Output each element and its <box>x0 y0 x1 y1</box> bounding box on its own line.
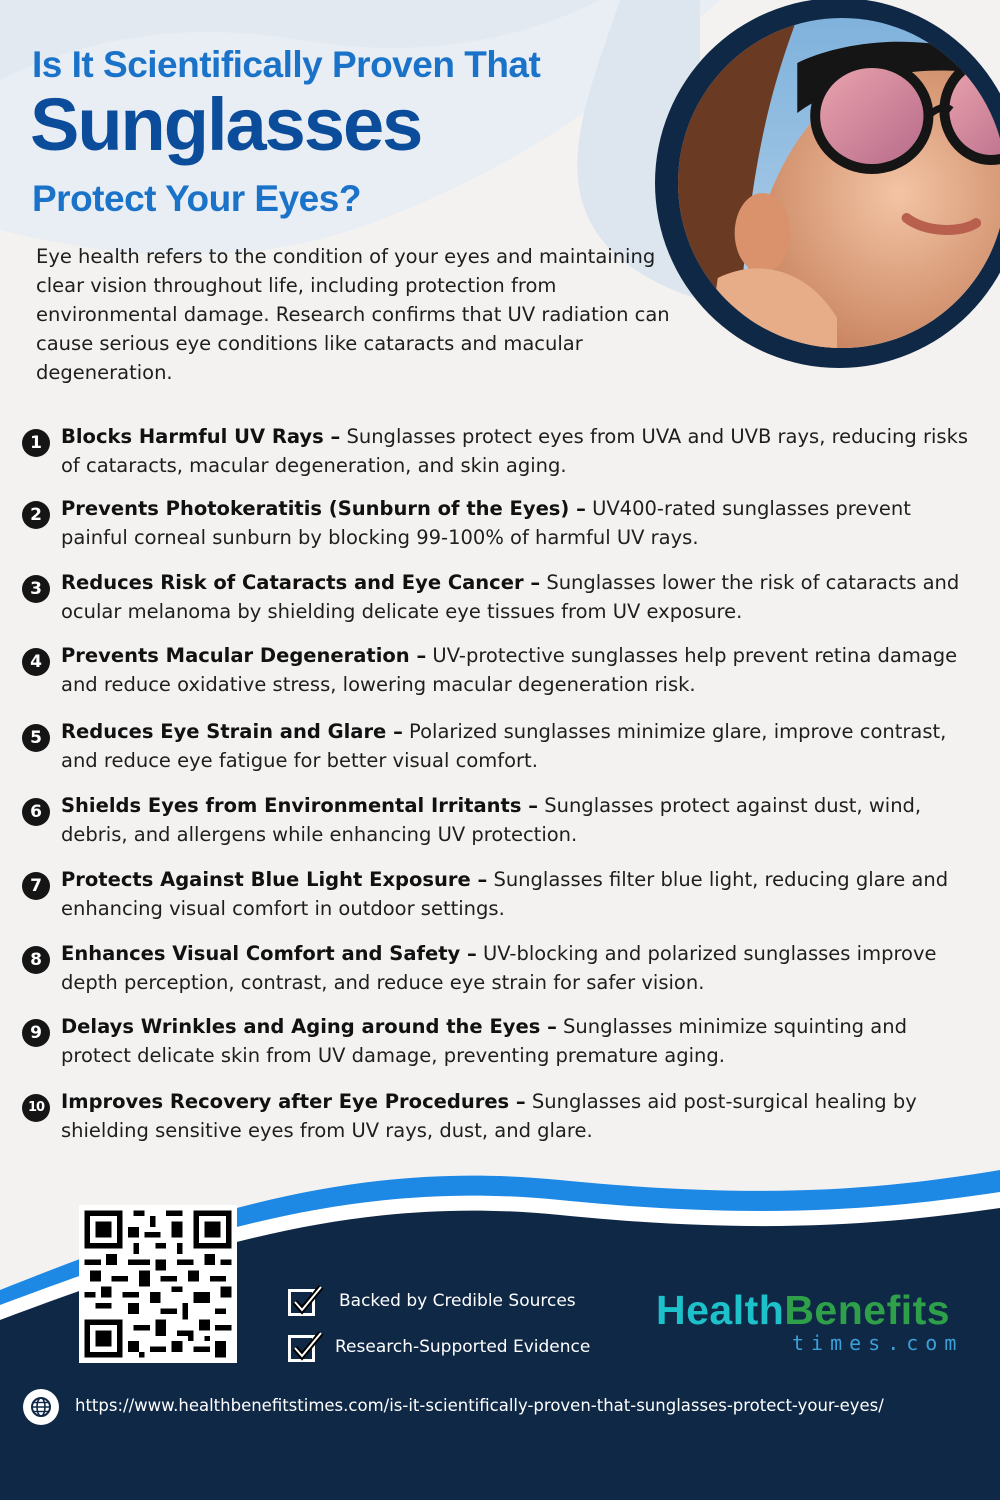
benefit-title: Delays Wrinkles and Aging around the Eyes – <box>61 1015 557 1038</box>
woman-sunglasses-photo <box>678 18 1000 348</box>
number-badge: 1 <box>22 429 50 457</box>
globe-icon <box>23 1389 59 1425</box>
benefit-text <box>61 791 973 849</box>
benefit-title: Enhances Visual Comfort and Safety – <box>61 942 477 965</box>
qr-code[interactable] <box>79 1205 237 1363</box>
number-badge: 8 <box>22 946 50 974</box>
benefit-description: Sunglasses minimize squinting and protect delicate skin from UV damage, preventing premature aging. <box>61 1015 907 1067</box>
benefit-description: Sunglasses lower the risk of cataracts and ocular melanoma by shielding delicate eye tissues from UV exposure. <box>61 571 960 623</box>
benefit-title: Prevents Photokeratitis (Sunburn of the Eyes) – <box>61 497 586 520</box>
intro-paragraph: Eye health refers to the condition of your eyes and maintaining clear vision throughout life, including protection from environmental damage. Research confirms that UV radiation can cause serious eye conditions like cataracts and macular degeneration. <box>36 245 670 384</box>
number-badge: 10 <box>22 1094 50 1122</box>
benefit-title: Improves Recovery after Eye Procedures – <box>61 1090 526 1113</box>
benefit-text <box>61 1087 973 1145</box>
benefit-text <box>61 1012 973 1070</box>
number-badge: 2 <box>22 501 50 529</box>
benefit-text <box>61 865 973 923</box>
benefit-description: Polarized sunglasses minimize glare, improve contrast, and reduce eye fatigue for better visual comfort. <box>61 720 947 772</box>
number-badge: 4 <box>22 648 50 676</box>
check-icon <box>288 1285 324 1317</box>
benefit-text <box>61 717 973 775</box>
source-url-link[interactable]: https://www.healthbenefitstimes.com/is-it-scientifically-proven-that-sunglasses-protect-your-eyes/ <box>75 1396 884 1415</box>
number-badge: 5 <box>22 724 50 752</box>
benefit-title: Protects Against Blue Light Exposure – <box>61 868 488 891</box>
check-label-credible: Backed by Credible Sources <box>339 1291 576 1311</box>
benefit-text <box>61 568 973 626</box>
benefit-description: Sunglasses protect against dust, wind, debris, and allergens while enhancing UV protection. <box>61 794 922 846</box>
logo-times: times.com <box>792 1331 964 1355</box>
benefit-description: UV-blocking and polarized sunglasses improve depth perception, contrast, and reduce eye strain for safer vision. <box>61 942 937 994</box>
title-main: Sunglasses <box>30 83 422 166</box>
number-badge: 7 <box>22 872 50 900</box>
benefit-text <box>61 422 973 480</box>
benefit-description: Sunglasses filter blue light, reducing glare and enhancing visual comfort in outdoor settings. <box>61 868 949 920</box>
benefit-title: Reduces Risk of Cataracts and Eye Cancer – <box>61 571 541 594</box>
title-line-1: Is It Scientifically Proven That <box>32 44 541 85</box>
benefit-description: Sunglasses aid post-surgical healing by shielding sensitive eyes from UV rays, dust, and glare. <box>61 1090 917 1142</box>
benefit-title: Prevents Macular Degeneration – <box>61 644 427 667</box>
benefit-title: Shields Eyes from Environmental Irritants – <box>61 794 539 817</box>
check-label-research: Research-Supported Evidence <box>335 1337 591 1357</box>
benefit-description: Sunglasses protect eyes from UVA and UVB rays, reducing risks of cataracts, macular degeneration, and skin aging. <box>61 425 969 477</box>
logo-health: Health <box>656 1287 785 1333</box>
benefit-text <box>61 494 973 552</box>
benefit-text <box>61 939 973 997</box>
number-badge: 3 <box>22 575 50 603</box>
logo-benefits: Benefits <box>784 1287 951 1333</box>
benefit-title: Reduces Eye Strain and Glare – <box>61 720 403 743</box>
brand-logo[interactable] <box>656 1287 951 1333</box>
benefit-description: UV400-rated sunglasses prevent painful corneal sunburn by blocking 99-100% of harmful UV rays. <box>61 497 911 549</box>
check-icon <box>288 1331 324 1363</box>
benefit-text <box>61 641 973 699</box>
title-line-3: Protect Your Eyes? <box>32 178 361 219</box>
benefit-title: Blocks Harmful UV Rays – <box>61 425 341 448</box>
number-badge: 6 <box>22 798 50 826</box>
number-badge: 9 <box>22 1019 50 1047</box>
benefit-description: UV-protective sunglasses help prevent retina damage and reduce oxidative stress, lowering macular degeneration risk. <box>61 644 958 696</box>
